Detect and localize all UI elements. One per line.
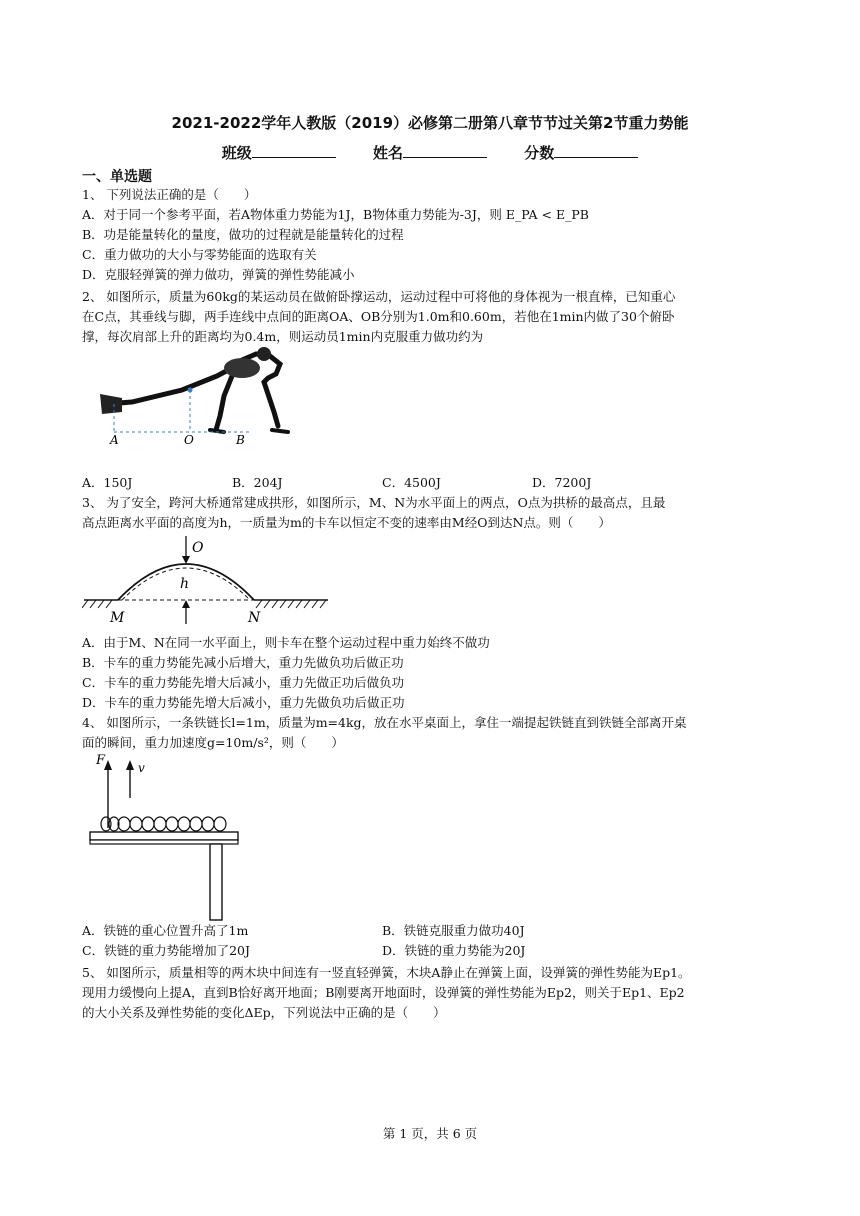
q1-option-b: B．功是能量转化的量度，做功的过程就是能量转化的过程 — [82, 227, 404, 242]
q2-stem-line3: 撑，每次肩部上升的距离均为0.4m，则运动员1min内克服重力做功约为 — [82, 329, 484, 344]
name-field — [373, 142, 487, 163]
table-leg — [210, 844, 222, 920]
score-blank[interactable] — [554, 143, 638, 158]
q4-stem-line2: 面的瞬间，重力加速度g=10m/s²，则（ ） — [82, 735, 344, 750]
label-o: O — [184, 433, 194, 446]
score-field — [524, 142, 638, 163]
q1-option-d: D．克服轻弹簧的弹力做功，弹簧的弹性势能减小 — [82, 267, 355, 282]
q2-stem-line1: 2、 如图所示，质量为60kg的某运动员在做俯卧撑运动，运动过程中可将他的身体视为一根直棒，已知重心 — [82, 289, 676, 304]
label-a: A — [110, 433, 119, 446]
q4-options-row1 — [82, 922, 682, 940]
q4-stem-line1: 4、 如图所示，一条铁链长l=1m，质量为m=4kg，放在水平桌面上，拿住一端提起铁链直到铁链全部离开桌 — [82, 715, 687, 730]
label-m: M — [110, 610, 125, 626]
label-v: v — [138, 761, 145, 775]
table-top — [90, 832, 238, 840]
q3-option-b: B．卡车的重力势能先减小后增大，重力先做负功后做正功 — [82, 655, 404, 670]
q3-stem-line2: 高点距离水平面的高度为h，一质量为m的卡车以恒定不变的速率由M经O到达N点。则（ ） — [82, 515, 611, 530]
score-label: 分数 — [524, 144, 555, 162]
q3-stem-line1: 3、 为了安全，跨河大桥通常建成拱形，如图所示，M、N为水平面上的两点，O点为拱桥的最高点，且最 — [82, 495, 666, 510]
q2-options — [82, 474, 682, 492]
q3-option-a: A．由于M、N在同一水平面上，则卡车在整个运动过程中重力始终不做功 — [82, 635, 490, 650]
label-f: F — [96, 753, 106, 768]
center-of-mass-dot — [188, 388, 193, 393]
class-blank[interactable] — [252, 143, 336, 158]
q2-option-d: D．7200J — [532, 475, 592, 490]
q1-option-a: A．对于同一个参考平面，若A物体重力势能为1J，B物体重力势能为-3J，则 E_PA < E_PB — [82, 207, 589, 222]
name-label: 姓名 — [372, 144, 403, 162]
athlete-head — [257, 347, 271, 361]
label-o: O — [192, 540, 204, 556]
velocity-arrow-head — [126, 760, 134, 770]
q2-stem-line2: 在C点，其垂线与脚，两手连线中点间的距离OA、OB分别为1.0m和0.60m，若他在1min内做了30个俯卧 — [82, 309, 675, 324]
chain-links — [101, 817, 226, 831]
label-h: h — [180, 576, 190, 592]
student-info-row — [0, 142, 860, 163]
label-n: N — [248, 610, 261, 626]
q5-stem-line3: 的大小关系及弹性势能的变化ΔEp，下列说法中正确的是（ ） — [82, 1005, 446, 1020]
q2-option-a: A．150J — [82, 475, 133, 490]
q3-option-c: C．卡车的重力势能先增大后减小，重力先做正功后做负功 — [82, 675, 405, 690]
q4-options-row2 — [82, 942, 682, 960]
q4-option-d: D．铁链的重力势能为20J — [382, 943, 526, 958]
q4-option-a: A．铁链的重心位置升高了1m — [82, 923, 249, 938]
page-footer: 第 1 页，共 6 页 — [382, 1126, 478, 1141]
class-field — [222, 142, 336, 163]
ground-hatching — [82, 600, 326, 608]
q3-option-d: D．卡车的重力势能先增大后减小，重力先做负功后做正功 — [82, 695, 405, 710]
q1-option-c: C．重力做功的大小与零势能面的选取有关 — [82, 247, 317, 262]
chain-table-figure — [84, 752, 244, 922]
athlete-torso — [224, 358, 260, 378]
force-arrow-head — [104, 760, 112, 770]
arch-bridge-figure — [82, 534, 332, 626]
label-b: B — [236, 433, 245, 446]
athlete-arm — [216, 376, 232, 430]
name-blank[interactable] — [403, 143, 487, 158]
section-heading: 一、单选题 — [82, 169, 152, 185]
q4-option-c: C．铁链的重力势能增加了20J — [82, 943, 250, 958]
q5-stem-line1: 5、 如图所示，质量相等的两木块中间连有一竖直轻弹簧，木块A静止在弹簧上面，设弹簧的弹性势能为Ep1。 — [82, 965, 691, 980]
pushup-figure — [92, 346, 302, 446]
q5-stem-line2: 现用力缓慢向上提A，直到B恰好离开地面；B刚要离开地面时，设弹簧的弹性势能为Ep2，则关于Ep1、Ep2 — [82, 985, 685, 1000]
q4-option-b: B．铁链克服重力做功40J — [382, 923, 525, 938]
h-arrow-head — [182, 600, 190, 608]
q2-option-b: B．204J — [232, 475, 283, 490]
q1-stem: 1、 下列说法正确的是（ ） — [82, 187, 257, 202]
q2-option-c: C．4500J — [382, 475, 441, 490]
o-arrow-head — [182, 556, 190, 564]
page-title: 2021-2022学年人教版（2019）必修第二册第八章节节过关第2节重力势能 — [171, 114, 689, 132]
athlete-feet — [100, 394, 122, 414]
class-label: 班级 — [221, 144, 252, 162]
